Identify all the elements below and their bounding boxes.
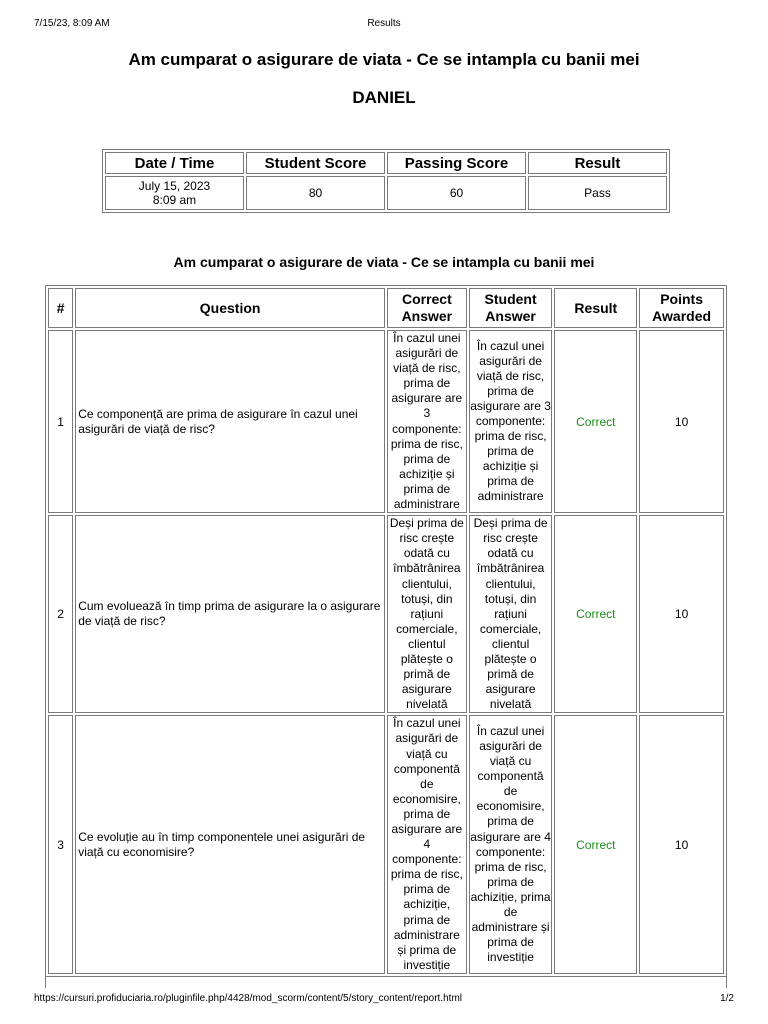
question-text: Cum evoluează în timp prima de asigurare la o asigurare de viață de risc? <box>75 515 385 713</box>
summary-date-time-cell <box>105 176 244 210</box>
correct-answer: În cazul unei asigurări de viață de risc, prima de asigurare are 3 componente: prima de risc, prima de achiziție și prima de administrare <box>387 330 467 513</box>
print-footer <box>34 993 734 1007</box>
summary-passing-score: 60 <box>387 176 526 210</box>
summary-header-student-score: Student Score <box>246 152 385 174</box>
header-student-answer: Student Answer <box>469 288 553 328</box>
page-number: 1/2 <box>720 993 734 1004</box>
correct-answer: În cazul unei asigurări de viață cu componentă de economisire, prima de asigurare are 4 componente: prima de risc, prima de achiziție, prima de administrare și prima de investiție <box>387 715 467 974</box>
question-text: Ce componență are prima de asigurare în cazul unei asigurări de viață de risc? <box>75 330 385 513</box>
result-status: Correct <box>554 715 637 974</box>
header-num: # <box>48 288 73 328</box>
table-row <box>48 715 724 974</box>
result-status: Correct <box>554 330 637 513</box>
header-question: Question <box>75 288 385 328</box>
table-row <box>48 515 724 713</box>
question-number: 3 <box>48 715 73 974</box>
student-name: DANIEL <box>352 88 416 107</box>
summary-header-result: Result <box>528 152 667 174</box>
summary-table <box>102 149 670 213</box>
summary-header-date-time: Date / Time <box>105 152 244 174</box>
print-header <box>34 18 734 32</box>
table-continuation-right-border <box>726 960 727 988</box>
header-points-awarded: Points Awarded <box>639 288 724 328</box>
questions-table <box>45 285 727 977</box>
print-datetime: 7/15/23, 8:09 AM <box>34 18 110 29</box>
summary-time: 8:09 am <box>152 193 197 207</box>
header-result: Result <box>554 288 637 328</box>
student-answer: În cazul unei asigurări de viață cu componentă de economisire, prima de asigurare are 4 componente: prima de risc, prima de achiziție, prima de administrare și prima de investiție <box>469 715 553 974</box>
points-awarded: 10 <box>639 330 724 513</box>
points-awarded: 10 <box>639 515 724 713</box>
page-url: https://cursuri.profiduciaria.ro/pluginfile.php/4428/mod_scorm/content/5/story_content/report.html <box>34 993 462 1004</box>
summary-date: July 15, 2023 <box>138 179 211 193</box>
student-answer: Deși prima de risc crește odată cu îmbătrânirea clientului, totuși, din rațiuni comerciale, clientul plătește o primă de asigurare nivelată <box>469 515 553 713</box>
table-continuation-left-border <box>45 960 46 988</box>
summary-header-row <box>105 152 667 174</box>
summary-result: Pass <box>528 176 667 210</box>
student-answer: În cazul unei asigurări de viață de risc, prima de asigurare are 3 componente: prima de risc, prima de achiziție și prima de administrare <box>469 330 553 513</box>
summary-student-score: 80 <box>246 176 385 210</box>
summary-header-passing-score: Passing Score <box>387 152 526 174</box>
section-title: Am cumparat o asigurare de viata - Ce se intampla cu banii mei <box>173 254 595 270</box>
questions-header-row <box>48 288 724 328</box>
question-number: 2 <box>48 515 73 713</box>
header-correct-answer: Correct Answer <box>387 288 467 328</box>
points-awarded: 10 <box>639 715 724 974</box>
summary-row <box>105 176 667 210</box>
table-row <box>48 330 724 513</box>
question-number: 1 <box>48 330 73 513</box>
question-text: Ce evoluție au în timp componentele unei asigurări de viață cu economisire? <box>75 715 385 974</box>
result-status: Correct <box>554 515 637 713</box>
quiz-title: Am cumparat o asigurare de viata - Ce se intampla cu banii mei <box>128 50 640 69</box>
correct-answer: Deși prima de risc crește odată cu îmbătrânirea clientului, totuși, din rațiuni comerciale, clientul plătește o primă de asigurare nivelată <box>387 515 467 713</box>
print-page-title: Results <box>367 18 401 29</box>
